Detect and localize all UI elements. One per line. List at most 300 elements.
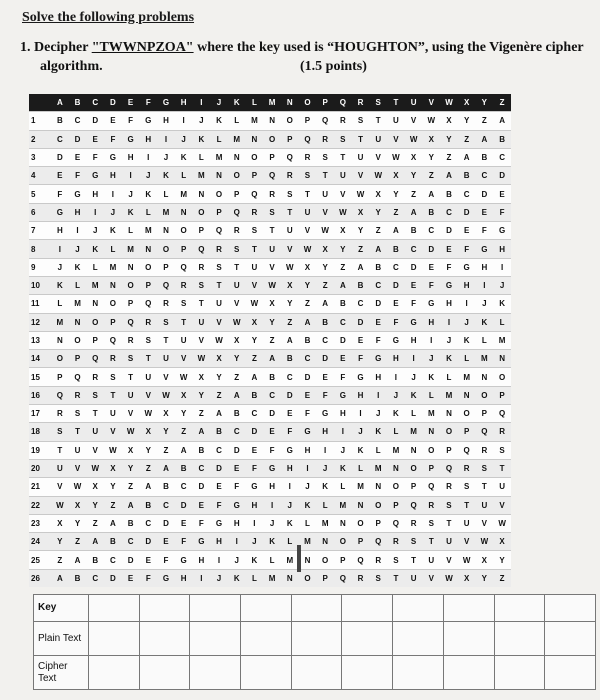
vigenere-cell: S: [210, 258, 228, 276]
vigenere-cell: U: [281, 222, 299, 240]
vigenere-header-cell: E: [122, 94, 140, 112]
vigenere-cell: Z: [263, 331, 281, 349]
vigenere-cell: J: [193, 112, 211, 130]
vigenere-cell: J: [316, 459, 334, 477]
vigenere-cell: X: [334, 222, 352, 240]
vigenere-cell: J: [86, 222, 104, 240]
vigenere-cell: E: [175, 514, 193, 532]
vigenere-cell: I: [299, 459, 317, 477]
vigenere-cell: R: [263, 185, 281, 203]
vigenere-cell: V: [175, 350, 193, 368]
vigenere-cell: I: [493, 258, 511, 276]
vigenere-cell: O: [228, 167, 246, 185]
answer-cell[interactable]: [241, 622, 292, 656]
vigenere-cell: K: [210, 112, 228, 130]
vigenere-cell: Y: [369, 203, 387, 221]
vigenere-cell: C: [493, 148, 511, 166]
answer-cell[interactable]: [393, 656, 444, 690]
vigenere-cell: C: [246, 405, 264, 423]
vigenere-header-cell: V: [422, 94, 440, 112]
vigenere-cell: V: [440, 551, 458, 569]
vigenere-cell: A: [104, 514, 122, 532]
answer-cell[interactable]: [494, 656, 545, 690]
vigenere-cell: L: [334, 478, 352, 496]
vigenere-cell: E: [263, 423, 281, 441]
vigenere-cell: W: [175, 368, 193, 386]
vigenere-cell: C: [139, 514, 157, 532]
vigenere-cell: Y: [352, 222, 370, 240]
vigenere-cell: Q: [440, 459, 458, 477]
vigenere-cell: G: [157, 569, 175, 587]
vigenere-cell: C: [405, 240, 423, 258]
vigenere-cell: O: [281, 112, 299, 130]
vigenere-cell: X: [476, 551, 494, 569]
vigenere-cell: J: [122, 185, 140, 203]
vigenere-cell: U: [210, 295, 228, 313]
vigenere-cell: C: [458, 185, 476, 203]
vigenere-cell: Q: [352, 551, 370, 569]
vigenere-cell: U: [458, 514, 476, 532]
vigenere-cell: P: [422, 459, 440, 477]
vigenere-cell: Y: [122, 459, 140, 477]
vigenere-cell: B: [263, 368, 281, 386]
vigenere-cell: Z: [369, 222, 387, 240]
vigenere-cell: Z: [104, 496, 122, 514]
vigenere-cell: X: [352, 203, 370, 221]
vigenere-cell: U: [387, 112, 405, 130]
section-heading: Solve the following problems: [22, 10, 195, 25]
vigenere-cell: O: [352, 514, 370, 532]
vigenere-cell: N: [369, 478, 387, 496]
vigenere-cell: T: [352, 130, 370, 148]
vigenere-cell: U: [369, 130, 387, 148]
vigenere-header-cell: W: [440, 94, 458, 112]
vigenere-cell: C: [334, 313, 352, 331]
vigenere-cell: Q: [210, 222, 228, 240]
vigenere-cell: V: [104, 423, 122, 441]
vigenere-cell: G: [51, 203, 69, 221]
vigenere-cell: D: [369, 295, 387, 313]
vigenere-cell: T: [86, 405, 104, 423]
answer-cell[interactable]: [342, 656, 393, 690]
vigenere-cell: I: [281, 478, 299, 496]
vigenere-cell: K: [334, 459, 352, 477]
vigenere-header-cell: T: [387, 94, 405, 112]
vigenere-cell: C: [193, 459, 211, 477]
cipher-text: "TWWNPZOA": [91, 40, 194, 55]
vigenere-cell: W: [387, 148, 405, 166]
vigenere-cell: U: [476, 496, 494, 514]
vigenere-cell: P: [122, 295, 140, 313]
vigenere-cell: I: [405, 350, 423, 368]
vigenere-cell: D: [422, 240, 440, 258]
vigenere-cell: J: [440, 331, 458, 349]
vigenere-cell: D: [387, 276, 405, 294]
vigenere-cell: W: [334, 203, 352, 221]
answer-cell[interactable]: [443, 595, 494, 622]
vigenere-cell: P: [193, 222, 211, 240]
vigenere-cell: V: [281, 240, 299, 258]
vigenere-cell: B: [458, 167, 476, 185]
vigenere-cell: I: [246, 514, 264, 532]
vigenere-cell: C: [387, 258, 405, 276]
vigenere-header-cell: L: [246, 94, 264, 112]
vigenere-cell: M: [422, 405, 440, 423]
vigenere-cell: Y: [139, 441, 157, 459]
vigenere-cell: H: [387, 350, 405, 368]
vigenere-cell: P: [299, 112, 317, 130]
vigenere-cell: C: [122, 533, 140, 551]
vigenere-cell: L: [387, 423, 405, 441]
vigenere-cell: H: [352, 386, 370, 404]
vigenere-cell: M: [157, 203, 175, 221]
vigenere-cell: R: [316, 130, 334, 148]
question-text-pre: Decipher: [34, 40, 92, 55]
vigenere-cell: I: [139, 148, 157, 166]
vigenere-cell: Z: [175, 423, 193, 441]
vigenere-cell: L: [69, 276, 87, 294]
vigenere-cell: D: [228, 441, 246, 459]
vigenere-cell: X: [139, 423, 157, 441]
vigenere-cell: R: [440, 478, 458, 496]
vigenere-cell: C: [369, 276, 387, 294]
vigenere-cell: I: [369, 386, 387, 404]
vigenere-cell: A: [228, 386, 246, 404]
vigenere-header-cell: Y: [476, 94, 494, 112]
answer-cell[interactable]: [241, 595, 292, 622]
vigenere-cell: Q: [263, 167, 281, 185]
vigenere-cell: E: [104, 112, 122, 130]
vigenere-cell: X: [316, 240, 334, 258]
vigenere-cell: X: [440, 112, 458, 130]
vigenere-cell: P: [175, 240, 193, 258]
vigenere-cell: N: [334, 514, 352, 532]
answer-cell[interactable]: [89, 622, 140, 656]
vigenere-cell: G: [228, 496, 246, 514]
vigenere-cell: K: [263, 533, 281, 551]
vigenere-cell: N: [458, 386, 476, 404]
vigenere-cell: H: [210, 533, 228, 551]
vigenere-cell: P: [334, 551, 352, 569]
vigenere-cell: J: [139, 167, 157, 185]
answer-cell[interactable]: [190, 656, 241, 690]
answer-grid-row: [34, 595, 596, 622]
vigenere-cell: Q: [122, 313, 140, 331]
vigenere-cell: D: [299, 368, 317, 386]
vigenere-cell: B: [157, 478, 175, 496]
vigenere-cell: U: [405, 569, 423, 587]
vigenere-cell: U: [263, 240, 281, 258]
vigenere-cell: R: [246, 203, 264, 221]
vigenere-cell: B: [122, 514, 140, 532]
answer-cell[interactable]: [291, 595, 342, 622]
vigenere-cell: Z: [246, 350, 264, 368]
vigenere-cell: J: [104, 203, 122, 221]
answer-cell[interactable]: [393, 622, 444, 656]
vigenere-row-number: 1: [29, 112, 51, 130]
vigenere-cell: U: [122, 386, 140, 404]
vigenere-cell: V: [334, 185, 352, 203]
vigenere-cell: M: [86, 276, 104, 294]
vigenere-cell: E: [352, 331, 370, 349]
answer-cell[interactable]: [89, 595, 140, 622]
vigenere-cell: L: [369, 441, 387, 459]
answer-cell[interactable]: [190, 622, 241, 656]
question-number: 1.: [20, 40, 31, 55]
answer-cell[interactable]: [494, 622, 545, 656]
vigenere-cell: U: [51, 459, 69, 477]
vigenere-cell: T: [476, 478, 494, 496]
vigenere-cell: A: [352, 258, 370, 276]
vigenere-cell: V: [139, 386, 157, 404]
vigenere-cell: K: [493, 295, 511, 313]
vigenere-cell: K: [476, 313, 494, 331]
vigenere-header-cell: K: [228, 94, 246, 112]
vigenere-cell: E: [476, 203, 494, 221]
vigenere-cell: B: [476, 148, 494, 166]
answer-cell[interactable]: [139, 595, 190, 622]
vigenere-cell: D: [86, 112, 104, 130]
vigenere-cell: R: [175, 276, 193, 294]
vigenere-cell: C: [299, 350, 317, 368]
vigenere-header-cell: I: [193, 94, 211, 112]
answer-cell[interactable]: [342, 595, 393, 622]
vigenere-cell: Q: [405, 496, 423, 514]
vigenere-cell: R: [51, 405, 69, 423]
vigenere-cell: T: [458, 496, 476, 514]
vigenere-cell: U: [316, 185, 334, 203]
vigenere-cell: U: [139, 368, 157, 386]
vigenere-cell: G: [422, 295, 440, 313]
vigenere-cell: C: [281, 368, 299, 386]
vigenere-cell: X: [157, 405, 175, 423]
vigenere-cell: F: [493, 203, 511, 221]
vigenere-cell: M: [387, 441, 405, 459]
vigenere-cell: I: [440, 313, 458, 331]
vigenere-cell: K: [86, 240, 104, 258]
vigenere-cell: F: [299, 405, 317, 423]
vigenere-cell: S: [175, 295, 193, 313]
vigenere-cell: I: [458, 295, 476, 313]
vigenere-cell: Y: [210, 368, 228, 386]
answer-grid-row: [34, 656, 596, 690]
vigenere-cell: Y: [104, 478, 122, 496]
vigenere-cell: C: [69, 112, 87, 130]
vigenere-cell: M: [139, 222, 157, 240]
vigenere-cell: T: [51, 441, 69, 459]
answer-cell[interactable]: [443, 656, 494, 690]
vigenere-cell: D: [246, 423, 264, 441]
answer-cell[interactable]: [393, 595, 444, 622]
vigenere-cell: C: [86, 569, 104, 587]
vigenere-cell: E: [299, 386, 317, 404]
vigenere-cell: X: [104, 459, 122, 477]
vigenere-cell: O: [69, 331, 87, 349]
vigenere-row-number: 19: [29, 441, 51, 459]
vigenere-cell: S: [51, 423, 69, 441]
vigenere-cell: W: [405, 130, 423, 148]
vigenere-cell: K: [51, 276, 69, 294]
vigenere-cell: M: [476, 350, 494, 368]
answer-cell[interactable]: [443, 622, 494, 656]
vigenere-cell: D: [281, 386, 299, 404]
vigenere-cell: G: [405, 313, 423, 331]
vigenere-cell: G: [139, 112, 157, 130]
vigenere-cell: H: [440, 295, 458, 313]
vigenere-row-number: 20: [29, 459, 51, 477]
vigenere-cell: R: [299, 148, 317, 166]
vigenere-cell: V: [246, 276, 264, 294]
vigenere-cell: I: [334, 423, 352, 441]
vigenere-cell: S: [69, 405, 87, 423]
vigenere-cell: B: [228, 405, 246, 423]
vigenere-cell: A: [157, 459, 175, 477]
vigenere-cell: J: [352, 423, 370, 441]
vigenere-cell: Z: [281, 313, 299, 331]
vigenere-cell: W: [193, 350, 211, 368]
vigenere-cell: D: [122, 551, 140, 569]
vigenere-cell: D: [210, 459, 228, 477]
vigenere-cell: Q: [175, 258, 193, 276]
vigenere-cell: T: [246, 240, 264, 258]
vigenere-cell: S: [193, 276, 211, 294]
vigenere-cell: H: [369, 368, 387, 386]
vigenere-row: [29, 459, 511, 477]
vigenere-cell: S: [86, 386, 104, 404]
vigenere-cell: W: [369, 167, 387, 185]
vigenere-cell: N: [86, 295, 104, 313]
answer-cell[interactable]: [545, 595, 596, 622]
vigenere-cell: L: [405, 405, 423, 423]
vigenere-row: [29, 167, 511, 185]
vigenere-cell: Z: [122, 478, 140, 496]
vigenere-cell: L: [281, 533, 299, 551]
answer-cell[interactable]: [291, 622, 342, 656]
vigenere-cell: S: [387, 551, 405, 569]
vigenere-cell: O: [476, 386, 494, 404]
vigenere-cell: D: [193, 478, 211, 496]
vigenere-row: [29, 350, 511, 368]
vigenere-cell: Q: [369, 533, 387, 551]
vigenere-cell: W: [139, 405, 157, 423]
vigenere-header-cell: Q: [334, 94, 352, 112]
vigenere-row-number: 23: [29, 514, 51, 532]
vigenere-cell: P: [228, 185, 246, 203]
vigenere-cell: N: [387, 459, 405, 477]
vigenere-cell: O: [86, 313, 104, 331]
vigenere-cell: R: [228, 222, 246, 240]
vigenere-cell: S: [352, 112, 370, 130]
vigenere-cell: J: [334, 441, 352, 459]
vigenere-cell: C: [51, 130, 69, 148]
vigenere-cell: B: [246, 386, 264, 404]
vigenere-cell: W: [476, 533, 494, 551]
vigenere-cell: X: [228, 331, 246, 349]
vigenere-cell: F: [405, 295, 423, 313]
vigenere-cell: R: [86, 368, 104, 386]
vigenere-cell: Q: [334, 569, 352, 587]
vigenere-cell: N: [476, 368, 494, 386]
vigenere-cell: F: [263, 441, 281, 459]
vigenere-cell: F: [316, 386, 334, 404]
vigenere-cell: E: [193, 496, 211, 514]
vigenere-cell: O: [139, 258, 157, 276]
vigenere-cell: Z: [352, 240, 370, 258]
answer-cell[interactable]: [190, 595, 241, 622]
vigenere-cell: N: [316, 533, 334, 551]
vigenere-cell: A: [493, 112, 511, 130]
vigenere-cell: D: [316, 350, 334, 368]
vigenere-cell: Y: [458, 112, 476, 130]
vigenere-cell: S: [405, 533, 423, 551]
answer-cell[interactable]: [139, 656, 190, 690]
answer-cell[interactable]: [241, 656, 292, 690]
vigenere-cell: J: [281, 496, 299, 514]
answer-cell[interactable]: [139, 622, 190, 656]
vigenere-cell: A: [422, 185, 440, 203]
answer-cell[interactable]: [545, 656, 596, 690]
vigenere-row: [29, 496, 511, 514]
vigenere-header-cell: D: [104, 94, 122, 112]
vigenere-cell: Q: [51, 386, 69, 404]
answer-cell[interactable]: [291, 656, 342, 690]
vigenere-cell: J: [369, 405, 387, 423]
vigenere-cell: Z: [493, 569, 511, 587]
vigenere-cell: N: [422, 423, 440, 441]
answer-cell[interactable]: [89, 656, 140, 690]
vigenere-cell: P: [352, 533, 370, 551]
vigenere-cell: B: [104, 533, 122, 551]
answer-cell[interactable]: [342, 622, 393, 656]
vigenere-cell: F: [246, 459, 264, 477]
vigenere-cell: B: [334, 295, 352, 313]
question-text-post: where the key used is “HOUGHTON”, using the Vigenère cipher: [193, 40, 584, 55]
vigenere-cell: Q: [299, 130, 317, 148]
vigenere-cell: R: [422, 496, 440, 514]
vigenere-cell: L: [493, 313, 511, 331]
vigenere-cell: E: [157, 533, 175, 551]
vigenere-row: [29, 331, 511, 349]
vigenere-cell: H: [139, 130, 157, 148]
vigenere-cell: M: [228, 130, 246, 148]
vigenere-cell: W: [440, 569, 458, 587]
vigenere-cell: N: [352, 496, 370, 514]
vigenere-cell: R: [493, 423, 511, 441]
vigenere-cell: Y: [263, 313, 281, 331]
answer-grid-label: Key: [34, 595, 89, 622]
vigenere-cell: I: [69, 222, 87, 240]
vigenere-cell: G: [476, 240, 494, 258]
vigenere-cell: Z: [458, 130, 476, 148]
vigenere-row: [29, 569, 511, 587]
answer-cell[interactable]: [545, 622, 596, 656]
vigenere-cell: I: [263, 496, 281, 514]
vigenere-row: [29, 148, 511, 166]
vigenere-cell: E: [387, 295, 405, 313]
vigenere-cell: A: [210, 405, 228, 423]
answer-cell[interactable]: [494, 595, 545, 622]
vigenere-cell: L: [440, 368, 458, 386]
vigenere-cell: J: [69, 240, 87, 258]
vigenere-cell: P: [405, 478, 423, 496]
question-points: (1.5 points): [300, 59, 367, 74]
vigenere-cell: X: [193, 368, 211, 386]
vigenere-row-number: 11: [29, 295, 51, 313]
vigenere-cell: L: [228, 112, 246, 130]
vigenere-cell: J: [246, 533, 264, 551]
vigenere-cell: G: [316, 405, 334, 423]
vigenere-cell: M: [405, 423, 423, 441]
